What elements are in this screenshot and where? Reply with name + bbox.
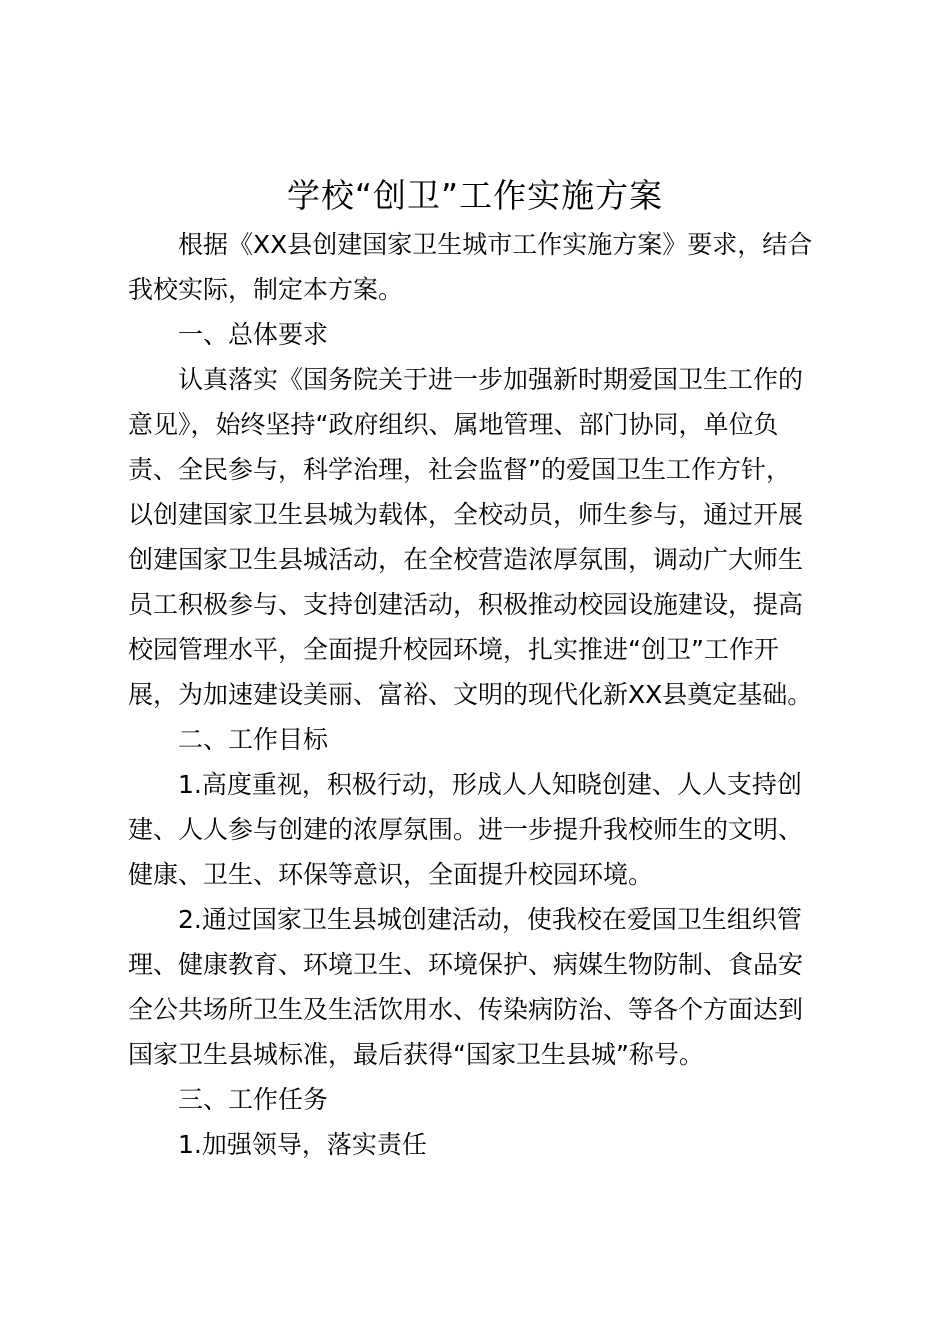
- paragraph-line: 以创建国家卫生县城为载体，全校动员，师生参与，通过开展: [128, 500, 804, 529]
- paragraph-line: 根据《XX县创建国家卫生城市工作实施方案》要求，结合: [178, 230, 813, 259]
- paragraph-line: 校园管理水平，全面提升校园环境，扎实推进“创卫”工作开: [128, 635, 779, 664]
- section-heading: 三、工作任务: [178, 1085, 329, 1114]
- paragraph-line: 员工积极参与、支持创建活动，积极推动校园设施建设，提高: [128, 590, 804, 619]
- paragraph-line: 1.高度重视，积极行动，形成人人知晓创建、人人支持创: [178, 770, 802, 799]
- paragraph-line: 2.通过国家卫生县城创建活动，使我校在爱国卫生组织管: [178, 905, 802, 934]
- paragraph-line: 健康、卫生、环保等意识，全面提升校园环境。: [128, 860, 654, 889]
- paragraph-line: 责、全民参与，科学治理，社会监督”的爱国卫生工作方针，: [128, 455, 791, 484]
- section-heading: 一、总体要求: [178, 320, 329, 349]
- paragraph-line: 意见》，始终坚持“政府组织、属地管理、部门协同，单位负: [128, 410, 779, 439]
- paragraph-line: 认真落实《国务院关于进一步加强新时期爱国卫生工作的: [178, 365, 804, 394]
- paragraph-line: 全公共场所卫生及生活饮用水、传染病防治、等各个方面达到: [128, 995, 804, 1024]
- paragraph-line: 展，为加速建设美丽、富裕、文明的现代化新XX县奠定基础。: [128, 680, 813, 709]
- paragraph-line: 创建国家卫生县城活动，在全校营造浓厚氛围，调动广大师生: [128, 545, 804, 574]
- document-title: 学校“创卫”工作实施方案: [286, 176, 664, 215]
- paragraph-line: 我校实际，制定本方案。: [128, 275, 404, 304]
- paragraph-line: 理、健康教育、环境卫生、环境保护、病媒生物防制、食品安: [128, 950, 804, 979]
- paragraph-line: 国家卫生县城标准，最后获得“国家卫生县城”称号。: [128, 1040, 704, 1069]
- paragraph-line: 建、人人参与创建的浓厚氛围。进一步提升我校师生的文明、: [128, 815, 804, 844]
- section-heading: 二、工作目标: [178, 725, 329, 754]
- subsection-heading: 1.加强领导，落实责任: [178, 1130, 427, 1159]
